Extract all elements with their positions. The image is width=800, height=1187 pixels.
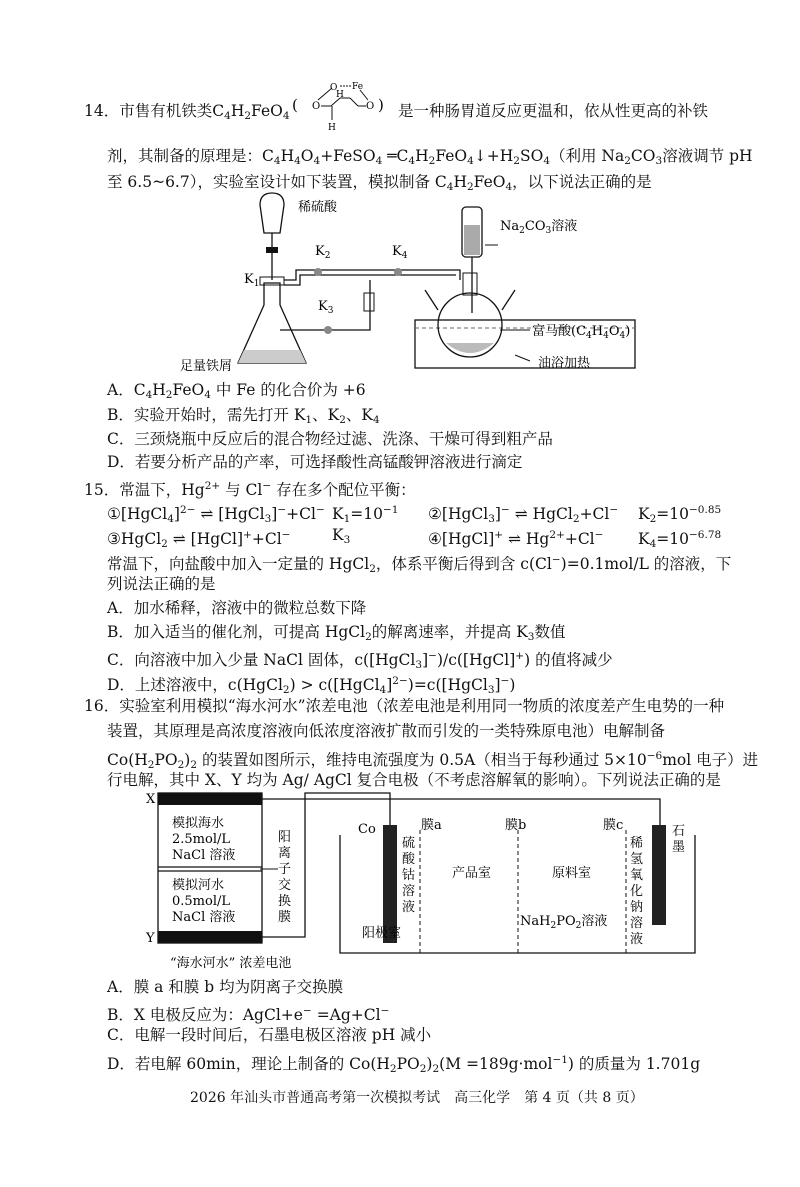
- svg-text:氢: 氢: [630, 852, 644, 867]
- q14-apparatus-figure: [180, 185, 650, 375]
- svg-text:H: H: [336, 90, 344, 100]
- svg-text:溶: 溶: [630, 916, 644, 931]
- label-oil-bath: 油浴加热: [538, 356, 591, 371]
- q14-option-a: A．$C_4H_2FeO_4$ 中 Fe 的化合价为 +6: [107, 381, 366, 401]
- svg-text:O: O: [312, 101, 321, 112]
- q16-cell-figure: [140, 785, 700, 975]
- q14-line2: 剂，其制备的原理是：$C_4H_4O_4+FeSO_4$ $═C_4H_2FeO_4↓+H_2SO_4$（利用 $Na_2CO_3$溶液调节 pH: [107, 147, 753, 167]
- svg-text:硫: 硫: [402, 836, 416, 851]
- q15-stem3: 列说法正确的是: [107, 575, 216, 593]
- svg-text:换: 换: [278, 894, 292, 909]
- q16-stem4: 行电解，其中 X、Y 均为 Ag/ AgCl 复合电极（不考虑溶解氧的影响）。下列说法正确的是: [107, 771, 721, 789]
- svg-text:H: H: [328, 123, 336, 133]
- q14-line1: 14．市售有机铁类$C_4H_2FeO_4$: [84, 102, 290, 122]
- q15-option-c: C．向溶液中加入少量 NaCl 固体，c([HgCl$_3$]−)/c([HgCl]+) 的值将减少: [107, 650, 613, 671]
- label-membrane-b: 膜b: [505, 818, 527, 833]
- svg-text:子: 子: [278, 862, 292, 877]
- svg-text:溶: 溶: [402, 884, 416, 899]
- q15-k4: $K_4=10^{-6.78}$: [638, 529, 722, 550]
- svg-text:钴: 钴: [402, 868, 416, 883]
- svg-text:阳: 阳: [278, 830, 292, 845]
- label-k4: $K_4$: [392, 244, 408, 261]
- q14-number: 14．: [84, 102, 120, 120]
- label-anode-room: 阳极室: [362, 926, 402, 941]
- label-x: X: [146, 792, 156, 807]
- svg-text:O: O: [330, 83, 338, 93]
- label-na2co3: $Na_2CO_3$溶液: [500, 219, 578, 236]
- svg-text:Fe: Fe: [352, 82, 364, 92]
- q16-stem3: $Co(H_2PO_2)_2$ 的装置如图所示，维持电流强度为 0.5A（相当于每秒通过 $5\times 10^{-6}mol$ 电子）进: [107, 750, 759, 771]
- q16-stem2: 装置，其原理是高浓度溶液向低浓度溶液扩散而引发的一类特殊原电池）电解制备: [107, 722, 666, 740]
- label-membrane-c: 膜c: [603, 818, 624, 833]
- svg-text:O: O: [366, 101, 375, 112]
- svg-text:化: 化: [630, 884, 644, 899]
- label-product-room: 产品室: [452, 866, 492, 881]
- q15-eq1: ①[HgCl$_4$]$^{2-}$ ⇌ [HgCl$_3$]−+Cl−: [107, 504, 325, 525]
- q14-line3: 至 6.5~6.7），实验室设计如下装置，模拟制备 $C_4H_2FeO_4$，以下说法正确的是: [107, 173, 652, 193]
- q15-eq2: ②[HgCl$_3$]− ⇌ HgCl$_2$+Cl−: [428, 504, 619, 525]
- svg-text:膜: 膜: [278, 910, 292, 925]
- svg-text:液: 液: [402, 900, 416, 915]
- svg-text:氧: 氧: [630, 868, 644, 883]
- label-co: Co: [358, 822, 376, 837]
- label-k3: $K_3$: [318, 299, 334, 316]
- ferrous-fumarate-structure: [290, 78, 388, 136]
- q15-option-b: B．加入适当的催化剂，可提高 HgCl$_2$的解离速率，并提高 $K_3$数值: [107, 623, 566, 643]
- label-dilute-acid: 稀硫酸: [298, 200, 338, 215]
- label-coso4: [402, 836, 416, 915]
- q14-stem-start: 市售有机铁类: [119, 102, 213, 120]
- svg-text:离: 离: [278, 846, 292, 861]
- label-river: 模拟河水: [172, 878, 225, 893]
- label-raw-room: 原料室: [552, 866, 592, 881]
- q16-option-c: C．电解一段时间后，石墨电极区溶液 pH 减小: [107, 1026, 432, 1044]
- page-footer: 2026 年汕头市普通高考第一次模拟考试 高三化学 第 4 页（共 8 页）: [190, 1090, 644, 1106]
- svg-text:液: 液: [630, 932, 644, 947]
- label-sea-conc: 2.5mol/L: [172, 832, 230, 847]
- label-nah2po2: $NaH_2PO_2$溶液: [520, 914, 608, 931]
- svg-text:钠: 钠: [630, 900, 644, 915]
- label-river-conc: 0.5mol/L: [172, 894, 230, 909]
- q14-stem-end: 是一种肠胃道反应更温和，依从性更高的补铁: [398, 102, 709, 120]
- q14-option-c: C．三颈烧瓶中反应后的混合物经过滤、洗涤、干燥可得到粗产品: [107, 430, 553, 448]
- q16-stem1: 16．实验室利用模拟“海水河水”浓差电池（浓差电池是利用同一物质的浓度差产生电势的一种: [84, 697, 725, 715]
- label-y: Y: [146, 931, 155, 946]
- label-river-soln: NaCl 溶液: [172, 910, 236, 925]
- label-iron-filings: 足量铁屑: [180, 359, 233, 374]
- label-membrane-a: 膜a: [421, 818, 442, 833]
- label-graphite-1: 石: [672, 824, 686, 839]
- label-k1: $K_1$: [244, 272, 260, 289]
- svg-text:稀: 稀: [630, 836, 644, 851]
- q15-option-d: D．上述溶液中，c(HgCl$_2$) > c([HgCl$_4$]$^{2-}$)=c([HgCl$_3$]−): [107, 675, 516, 696]
- q15-k2: $K_2=10^{-0.85}$: [638, 504, 722, 525]
- label-graphite-2: 墨: [672, 840, 686, 855]
- q16-option-d: D．若电解 60min，理论上制备的 $Co(H_2PO_2)_2(M =189g\cdot mol^{-1})$ 的质量为 1.701g: [107, 1054, 701, 1075]
- q15-eq3: ③HgCl$_2$ ⇌ [HgCl]++Cl−: [107, 529, 291, 550]
- svg-text:交: 交: [278, 878, 292, 893]
- label-naoh: [630, 835, 643, 947]
- svg-text:): ): [378, 96, 384, 114]
- label-battery: “海水河水” 浓差电池: [170, 956, 292, 971]
- q15-stem2: 常温下，向盐酸中加入一定量的 HgCl$_2$，体系平衡后得到含 c(Cl−)=0.1mol/L 的溶液，下: [107, 554, 732, 575]
- q14-option-d: D．若要分析产品的产率，可选择酸性高锰酸钾溶液进行滴定: [107, 453, 523, 471]
- q15-stem1: 15．常温下，$Hg^{2+}$ 与 Cl− 存在多个配位平衡：: [84, 480, 416, 499]
- label-k2: $K_2$: [315, 244, 331, 261]
- q16-option-b: B．X 电极反应为：AgCl+e− =Ag+Cl−: [107, 1005, 390, 1024]
- label-sea: 模拟海水: [172, 816, 225, 831]
- svg-text:酸: 酸: [402, 852, 416, 867]
- q15-k3: $K_3$: [332, 526, 351, 546]
- q16-option-a: A．膜 a 和膜 b 均为阴离子交换膜: [107, 978, 344, 996]
- label-cation-membrane: [278, 830, 291, 925]
- q14-option-b: B．实验开始时，需先打开 $K_1$、$K_2$、$K_4$: [107, 406, 380, 426]
- q15-eq4: ④[HgCl]+ ⇌ $Hg^{2+}+Cl^-$: [428, 529, 604, 548]
- label-sea-soln: NaCl 溶液: [172, 848, 236, 863]
- svg-text:(: (: [292, 96, 298, 114]
- q15-k1: $K_1=10^{-1}$: [332, 504, 399, 525]
- q15-option-a: A．加水稀释，溶液中的微粒总数下降: [107, 599, 367, 617]
- label-fumaric-acid: 富马酸$(C_4H_4O_4)$: [532, 324, 631, 341]
